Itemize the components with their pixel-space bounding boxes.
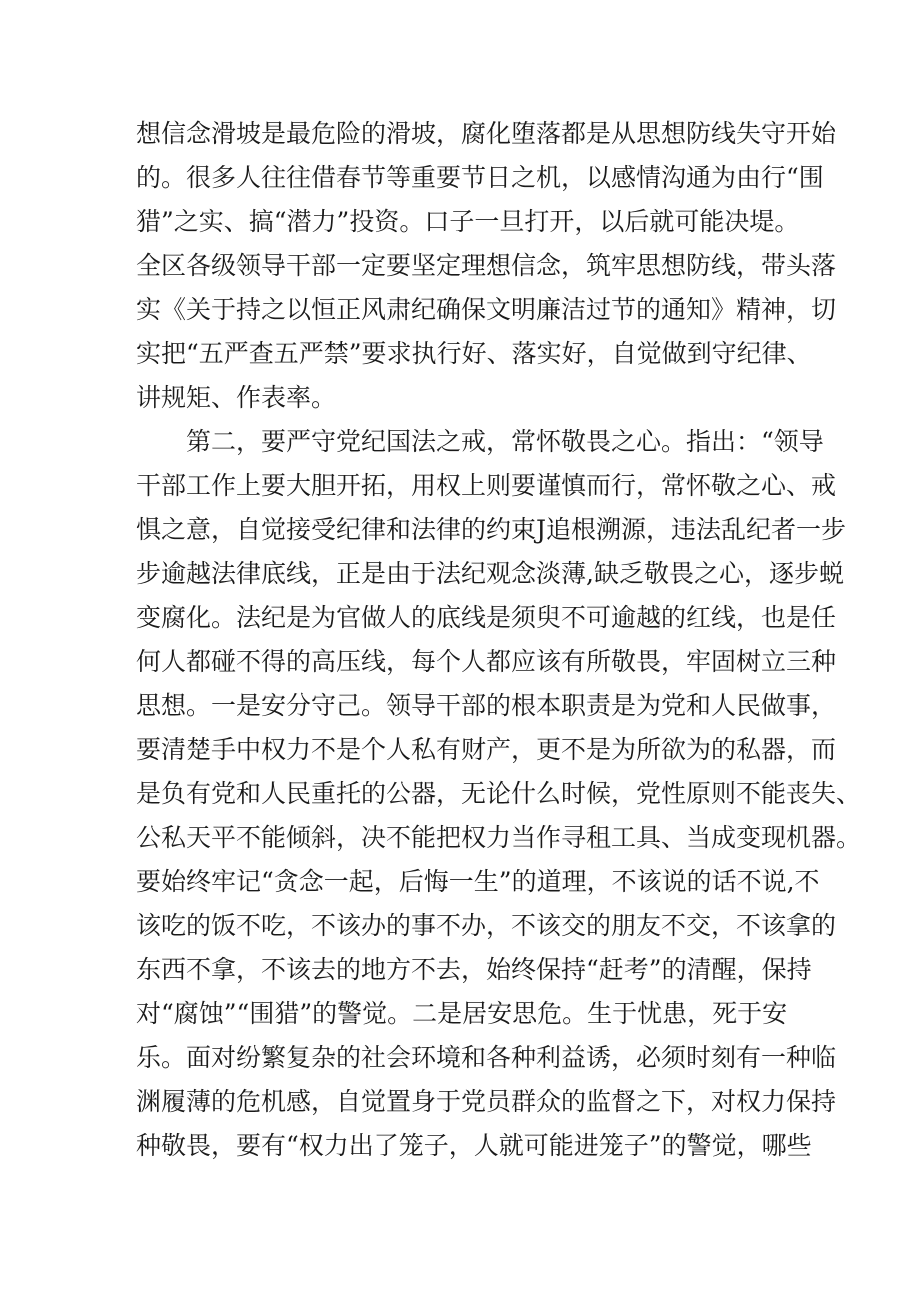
text-line: 步逾越法律底线，正是由于法纪观念淡薄,缺乏敬畏之心，逐步蜕 (136, 559, 844, 588)
paragraph-start-line: 第二，要严守党纪国法之戒，常怀敬畏之心。指出：“领导 (186, 427, 824, 456)
text-line: 是负有党和人民重托的公器，无论什么时候，党性原则不能丧失、 (136, 779, 862, 808)
text-line: 干部工作上要大胆开拓，用权上则要谨慎而行，常怀敬之心、戒 (136, 471, 837, 500)
text-line: 想信念滑坡是最危险的滑坡，腐化堕落都是从思想防线失守开始 (136, 119, 837, 148)
text-line: 东西不拿，不该去的地方不去，始终保持“赶考”的清醒，保持 (136, 955, 812, 984)
text-line: 公私天平不能倾斜，决不能把权力当作寻租工具、当成变现机器。 (136, 823, 862, 852)
text-line: 该吃的饭不吃，不该办的事不办，不该交的朋友不交，不该拿的 (136, 911, 837, 940)
text-line: 惧之意，自觉接受纪律和法律的约束J追根溯源，违法乱纪者一步 (136, 515, 847, 544)
text-line: 种敬畏，要有“权力出了笼子，人就可能进笼子”的警觉，哪些 (136, 1131, 812, 1160)
body-text (136, 112, 862, 1168)
text-line: 要始终牢记“贪念一起，后悔一生”的道理，不该说的话不说,不 (136, 867, 820, 896)
text-line: 实《关于持之以恒正风肃纪确保文明廉洁过节的通知》精神，切 (136, 295, 837, 324)
text-line: 讲规矩、作表率。 (136, 383, 337, 412)
text-line: 乐。面对纷繁复杂的社会环境和各种利益诱，必须时刻有一种临 (136, 1043, 837, 1072)
text-line: 要清楚手中权力不是个人私有财产，更不是为所欲为的私器，而 (136, 735, 837, 764)
text-line: 的。很多人往往借春节等重要节日之机，以感情沟通为由行“围 (136, 163, 824, 192)
text-line: 思想。一是安分守己。领导干部的根本职责是为党和人民做事， (136, 691, 837, 720)
text-line: 变腐化。法纪是为官做人的底线是须臾不可逾越的红线，也是任 (136, 603, 837, 632)
text-line: 实把“五严查五严禁”要求执行好、落实好，自觉做到守纪律、 (136, 339, 812, 368)
text-line: 猎”之实、搞“潜力”投资。口子一旦打开，以后就可能决堤。 (136, 207, 800, 236)
text-line: 全区各级领导干部一定要坚定理想信念，筑牢思想防线，带头落 (136, 251, 837, 280)
text-line: 对“腐蚀”“围猎”的警觉。二是居安思危。生于忧患，死于安 (136, 999, 788, 1028)
text-line: 渊履薄的危机感，自觉置身于党员群众的监督之下，对权力保持 (136, 1087, 837, 1116)
text-line: 何人都碰不得的高压线，每个人都应该有所敬畏，牢固树立三种 (136, 647, 837, 676)
